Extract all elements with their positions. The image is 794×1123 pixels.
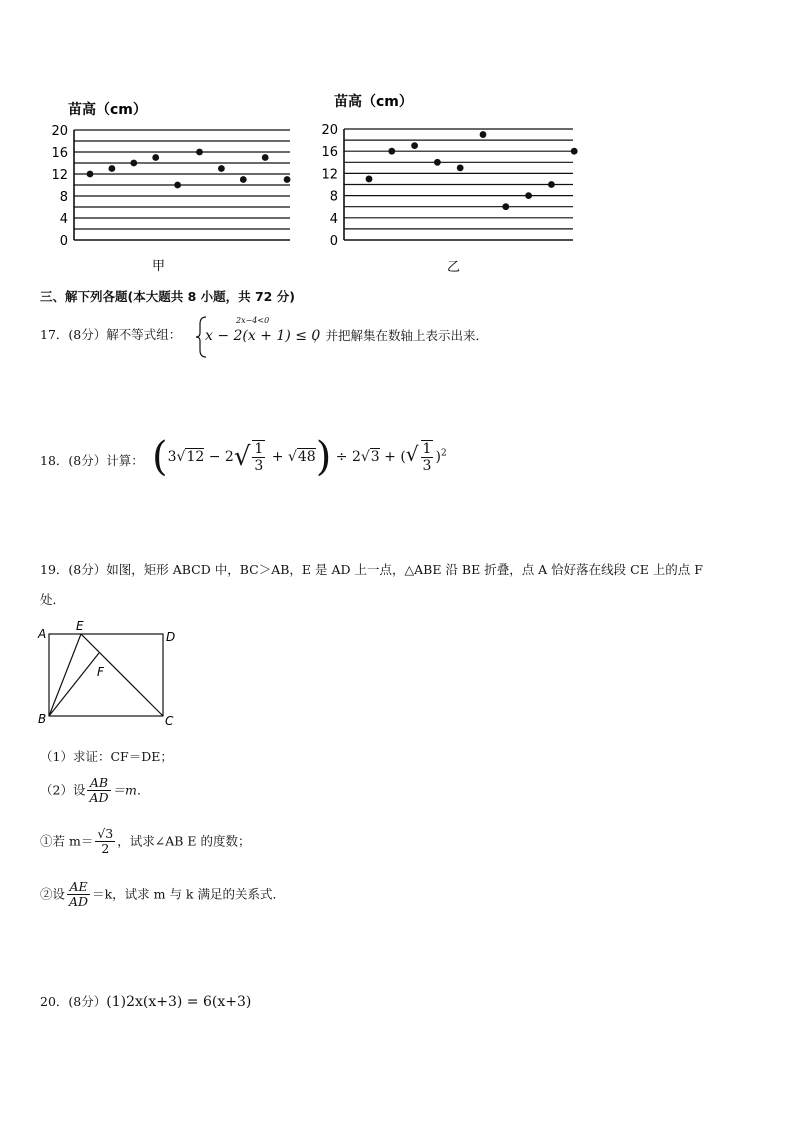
jia-data-point bbox=[196, 149, 203, 156]
q19-part2-lead: （2）设 bbox=[40, 782, 86, 798]
yi-y-tick-label: 16 bbox=[321, 145, 338, 161]
q19-part2-den: AD bbox=[89, 790, 109, 806]
question-18 bbox=[40, 455, 144, 468]
yi-data-point bbox=[388, 148, 395, 155]
q19-sub1-fraction bbox=[95, 827, 115, 857]
q19-part2-fraction bbox=[87, 776, 110, 806]
q19-sub2-den: AD bbox=[69, 894, 89, 910]
q18-expression: (3√12 − 2√ $\frac{1}{3}$ + √48) ÷ 2√3 + (√ $\frac{1}{3}$ )$^2$ bbox=[152, 434, 447, 480]
q19-sub1 bbox=[40, 827, 251, 857]
label-f: F bbox=[97, 665, 104, 679]
yi-y-tick-label: 0 bbox=[329, 234, 338, 249]
chart-yi-svg bbox=[312, 90, 587, 277]
yi-data-point bbox=[571, 148, 578, 155]
q19-number: 19．(8分） bbox=[40, 562, 107, 577]
q17-lead: 解不等式组： bbox=[106, 327, 182, 342]
section-heading: 三、解下列各题(本大题共 8 小题，共 72 分) bbox=[40, 289, 295, 304]
segment-ec bbox=[81, 634, 163, 716]
jia-y-tick-label: 12 bbox=[51, 168, 68, 183]
q19-sub2-lead: ②设 bbox=[40, 886, 66, 902]
q20-text: (1)2x(x+3) = 6(x+3) bbox=[106, 994, 252, 1010]
q19-sub2-tail: ＝k，试求 m 与 k 满足的关系式． bbox=[92, 886, 285, 902]
q19-sub1-num: √3 bbox=[97, 826, 114, 841]
yi-chart-caption: 乙 bbox=[447, 260, 461, 275]
q18-lead: 计算： bbox=[106, 453, 144, 468]
yi-data-point bbox=[525, 192, 532, 199]
question-17 bbox=[40, 329, 181, 342]
jia-y-tick-label: 8 bbox=[59, 190, 68, 205]
q19-text-line1: 如图，矩形 ABCD 中，BC＞AB，E 是 AD 上一点，△ABE 沿 BE 折叠，点 A 恰好落在线段 CE 上的点 F bbox=[106, 562, 703, 577]
yi-data-point bbox=[548, 181, 555, 188]
jia-chart-title: 苗高（cm） bbox=[68, 102, 147, 118]
yi-y-tick-label: 8 bbox=[329, 189, 338, 205]
yi-data-point bbox=[411, 142, 418, 149]
chart-jia-svg bbox=[40, 92, 300, 277]
q19-part2-num: AB bbox=[87, 776, 110, 791]
yi-y-tick-label: 20 bbox=[321, 123, 338, 138]
yi-data-point bbox=[366, 176, 373, 183]
jia-data-point bbox=[262, 154, 269, 161]
q19-text-line2: 处． bbox=[40, 592, 66, 607]
jia-data-point bbox=[284, 176, 291, 183]
jia-y-tick-label: 4 bbox=[59, 212, 68, 227]
chart-yi bbox=[312, 90, 587, 277]
jia-data-point bbox=[218, 165, 225, 172]
label-a: A bbox=[38, 627, 47, 641]
q17-number: 17．(8分） bbox=[40, 327, 107, 342]
question-19 bbox=[40, 564, 703, 577]
q17-inequality-top: 2x−4<0 bbox=[236, 316, 270, 325]
segment-be bbox=[49, 634, 81, 716]
segment-bf bbox=[49, 653, 99, 716]
jia-data-point bbox=[174, 182, 181, 189]
q19-sub1-den: 2 bbox=[101, 841, 110, 857]
yi-data-point bbox=[457, 164, 464, 171]
q18-number: 18．(8分） bbox=[40, 453, 107, 468]
jia-data-point bbox=[240, 176, 247, 183]
jia-data-point bbox=[152, 154, 159, 161]
question-20 bbox=[40, 995, 251, 1009]
q19-sub1-lead: ①若 m＝ bbox=[40, 833, 94, 849]
jia-y-tick-label: 16 bbox=[51, 146, 68, 161]
q19-part1: （1）求证：CF＝DE； bbox=[40, 749, 173, 764]
yi-y-tick-label: 4 bbox=[329, 211, 338, 227]
q19-part2-tail: ＝m． bbox=[112, 782, 150, 798]
label-b: B bbox=[38, 712, 47, 726]
q19-part2 bbox=[40, 776, 149, 806]
yi-chart-title: 苗高（cm） bbox=[334, 94, 413, 110]
yi-data-point bbox=[434, 159, 441, 166]
q19-sub2 bbox=[40, 880, 285, 910]
q19-sub1-tail: ，试求∠AB E 的度数； bbox=[117, 833, 251, 849]
q19-rectangle-figure bbox=[34, 618, 184, 730]
label-e: E bbox=[76, 619, 84, 633]
rectangle-abcd bbox=[49, 634, 163, 716]
jia-y-tick-label: 20 bbox=[51, 124, 68, 139]
jia-chart-caption: 甲 bbox=[152, 259, 166, 274]
label-d: D bbox=[166, 630, 176, 644]
chart-jia bbox=[40, 92, 300, 277]
yi-y-tick-label: 12 bbox=[321, 167, 338, 183]
q17-inequality-bottom: x − 2(x + 1) ≤ 0 bbox=[205, 328, 321, 344]
jia-y-tick-label: 0 bbox=[59, 234, 68, 249]
jia-data-point bbox=[130, 160, 137, 167]
jia-data-point bbox=[109, 165, 116, 172]
jia-data-point bbox=[87, 171, 94, 178]
q20-number: 20．(8分） bbox=[40, 994, 107, 1009]
yi-data-point bbox=[502, 203, 509, 210]
label-c: C bbox=[165, 714, 174, 728]
q19-sub2-fraction bbox=[67, 880, 90, 910]
yi-data-point bbox=[480, 131, 487, 138]
q17-tail: ，并把解集在数轴上表示出来． bbox=[313, 328, 489, 343]
q19-sub2-num: AE bbox=[67, 880, 90, 895]
